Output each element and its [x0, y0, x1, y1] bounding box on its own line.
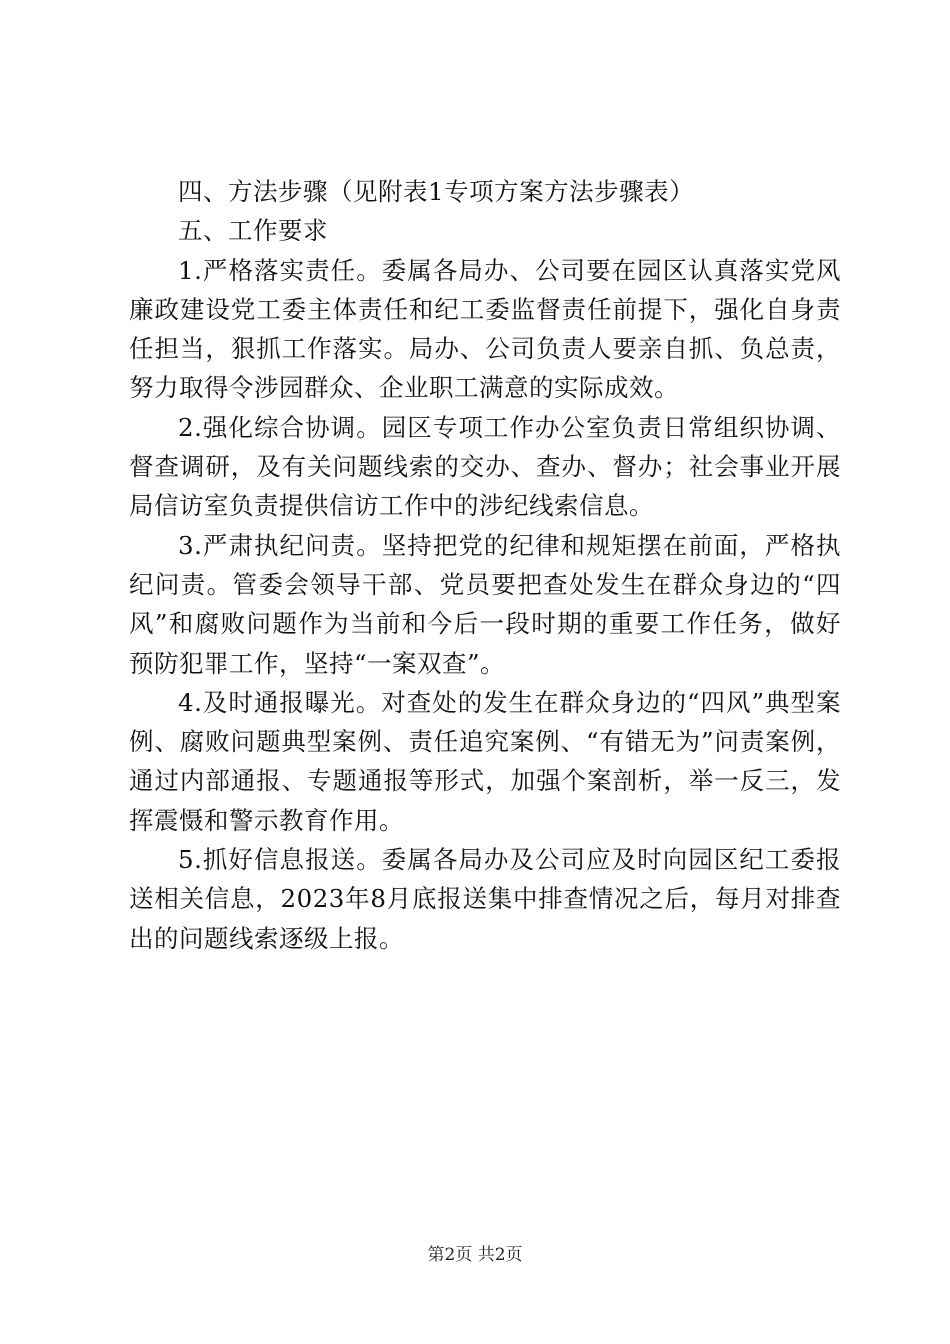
document-body [129, 172, 841, 958]
paragraph-accountability: 3.严肃执纪问责。坚持把党的纪律和规矩摆在前面，严格执纪问责。管委会领导干部、党员要把查处发生在群众身边的“四风”和腐败问题作为当前和今后一段时期的重要工作任务，做好预防犯罪工作，坚持“一案双查”。 [129, 530, 841, 678]
heading-method-steps: 四、方法步骤（见附表1专项方案方法步骤表） [178, 177, 695, 206]
paragraph-exposure: 4.及时通报曝光。对查处的发生在群众身边的“四风”典型案例、腐败问题典型案例、责任追究案例、“有错无为”问责案例，通过内部通报、专题通报等形式，加强个案剖析，举一反三，发挥震慑和警示教育作用。 [129, 687, 841, 835]
paragraph-responsibility: 1.严格落实责任。委属各局办、公司要在园区认真落实党风廉政建设党工委主体责任和纪工委监督责任前提下，强化自身责任担当，狠抓工作落实。局办、公司负责人要亲自抓、负总责，努力取得令涉园群众、企业职工满意的实际成效。 [129, 255, 841, 403]
paragraph-reporting: 5.抓好信息报送。委属各局办及公司应及时向园区纪工委报送相关信息，2023年8月底报送集中排查情况之后，每月对排查出的问题线索逐级上报。 [129, 845, 841, 953]
heading-work-requirements: 五、工作要求 [178, 216, 328, 246]
paragraph-coordination: 2.强化综合协调。园区专项工作办公室负责日常组织协调、督查调研，及有关问题线索的交办、查办、督办；社会事业开展局信访室负责提供信访工作中的涉纪线索信息。 [129, 412, 841, 521]
page-number-footer: 第2页 共2页 [427, 1245, 523, 1265]
